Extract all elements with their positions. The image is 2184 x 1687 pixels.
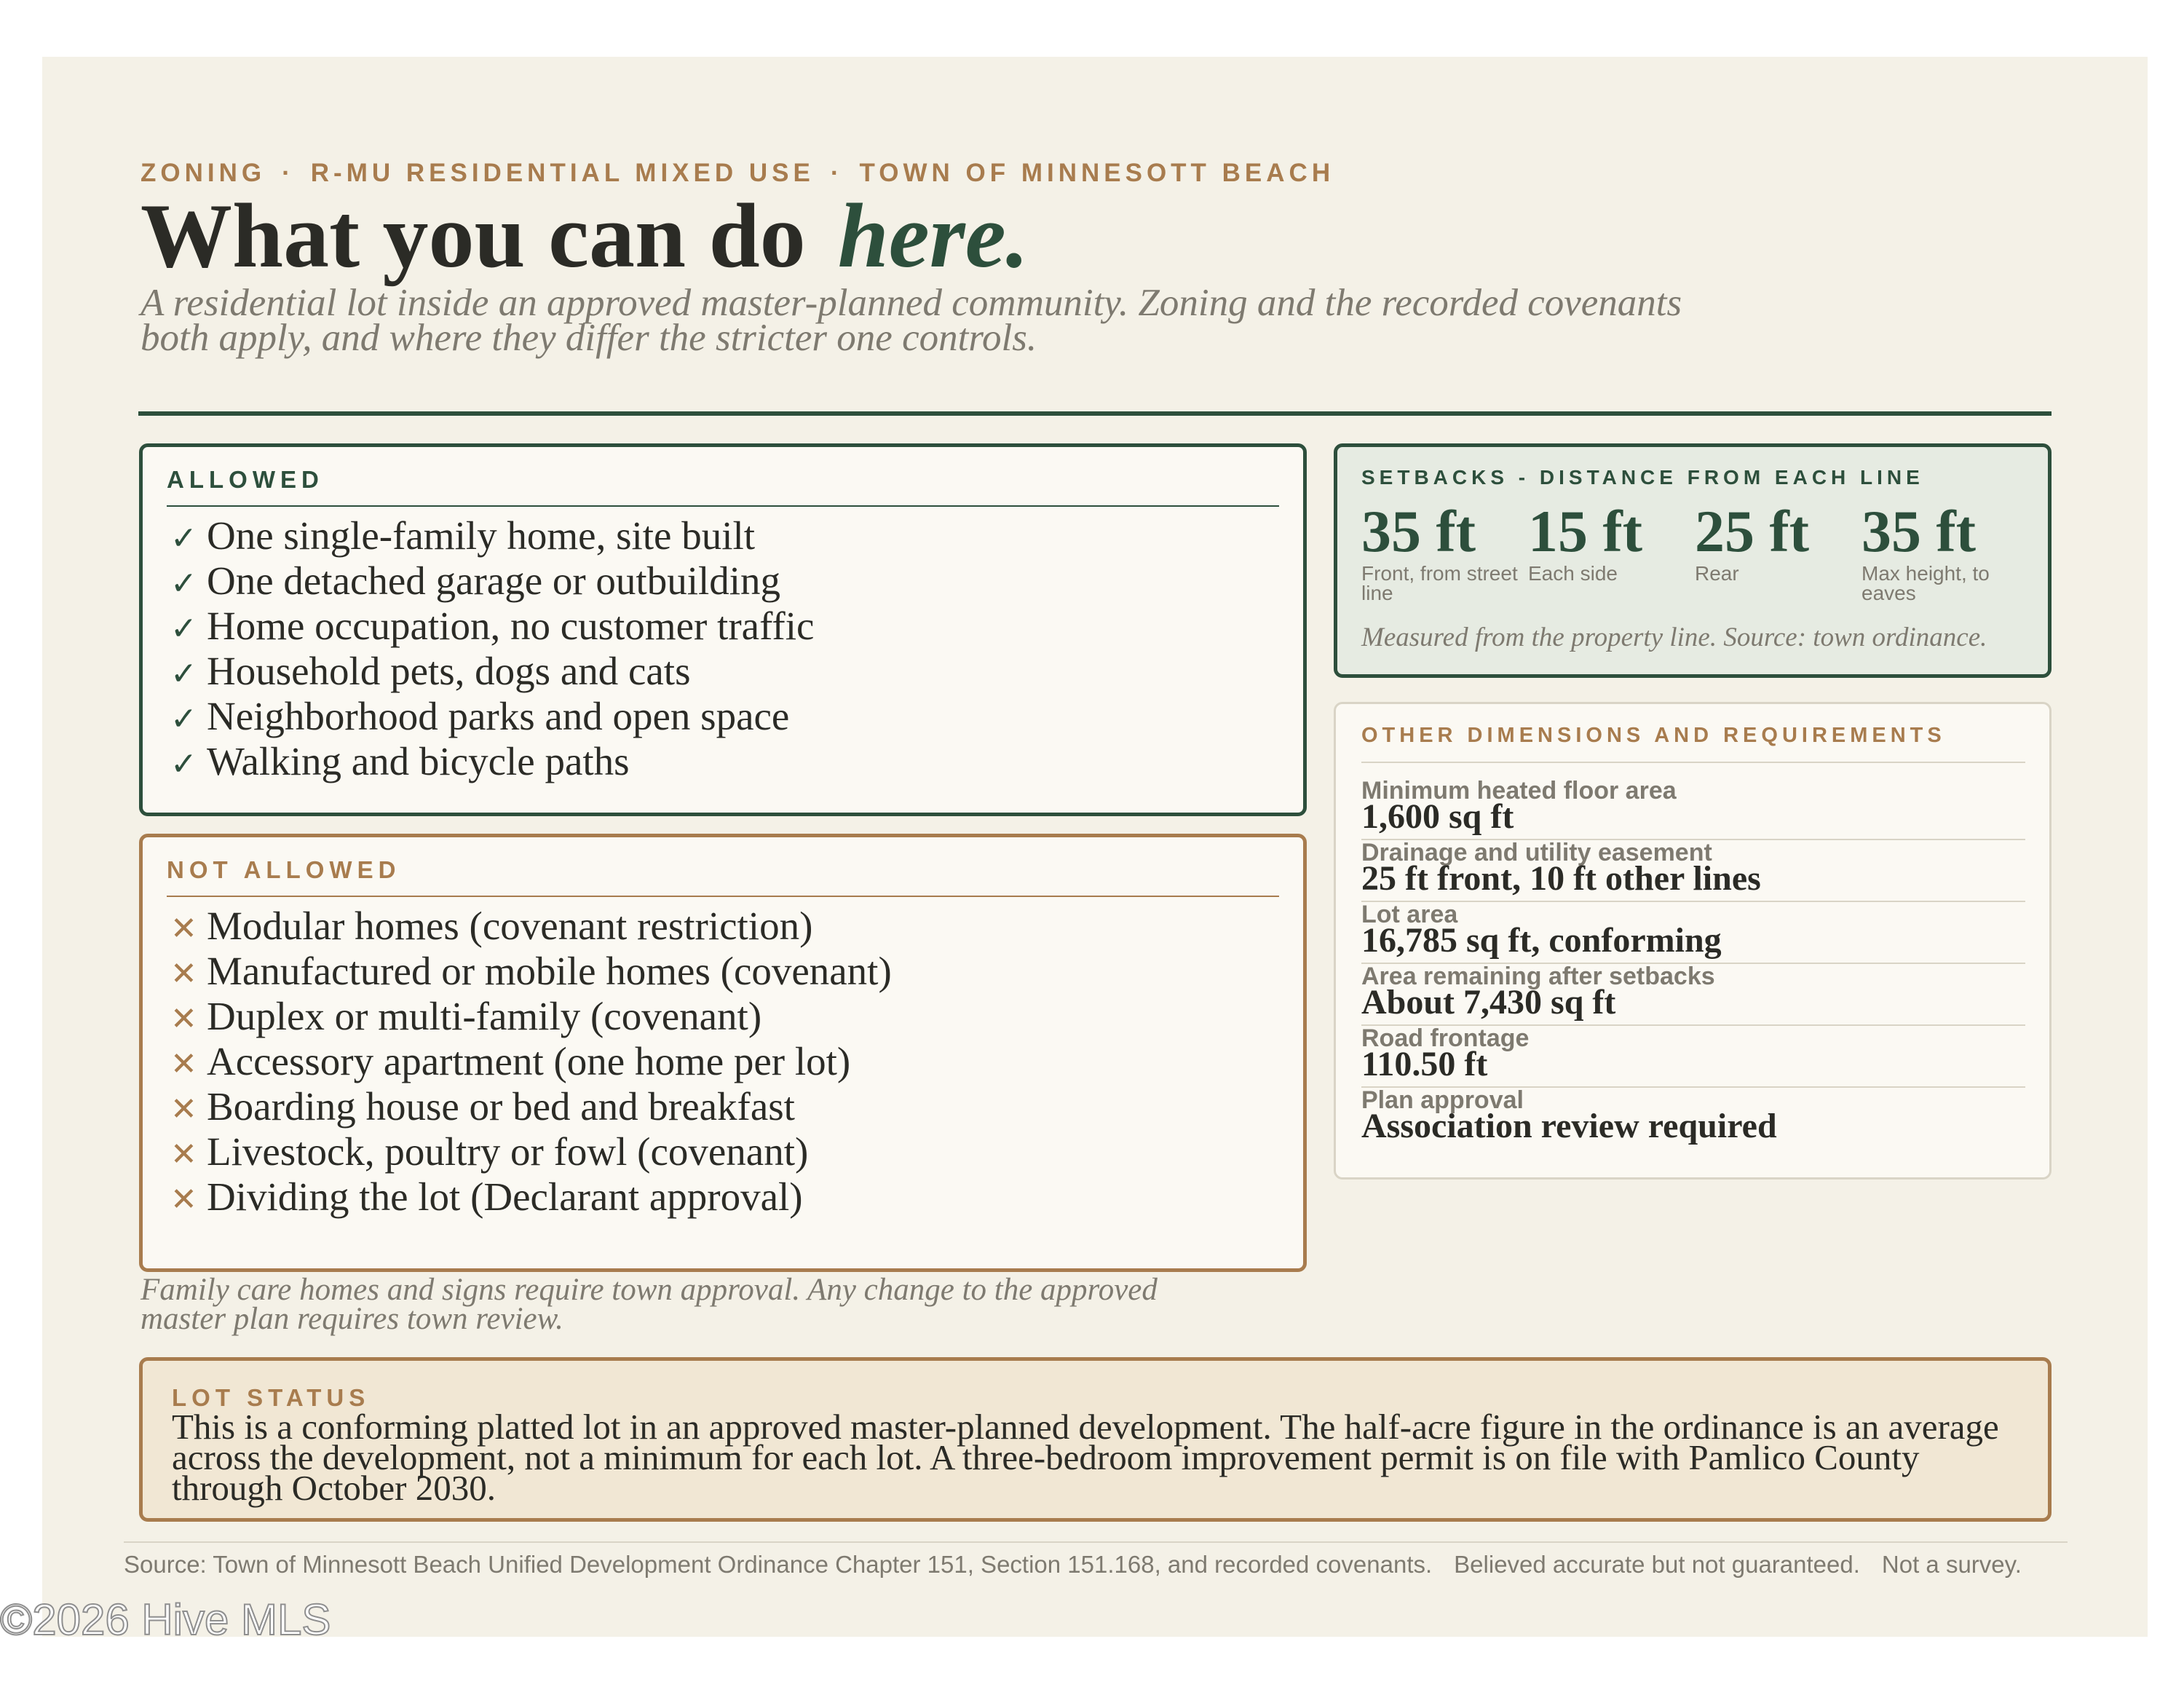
- dimension-label: Road frontage: [1361, 1024, 1530, 1052]
- page-title: [141, 186, 1029, 288]
- allowed-list: [170, 515, 814, 786]
- setback-label: Each side: [1528, 562, 1618, 585]
- lot-status-text: This is a conforming platted lot in an approved master-planned development. The half-acre figure in the ordinance is an average across the development, not a minimum for each lot. A three-bedroom improvement permit is on file with Pamlico County through October 2030.: [172, 1407, 1999, 1508]
- title-emphasis: here.: [837, 186, 1029, 287]
- setback-value: 35 ft: [1361, 498, 1476, 564]
- allowed-item: ✓ Home occupation, no customer traffic: [170, 605, 814, 650]
- allowed-rule: [167, 505, 1279, 507]
- setback-label: Front, from street line: [1361, 562, 1518, 604]
- zoning-kicker: [141, 159, 1334, 188]
- lot-status-heading: LOT STATUS: [172, 1384, 371, 1411]
- dimension-label: Minimum heated floor area: [1361, 777, 1677, 805]
- check-icon: ✓: [170, 520, 197, 557]
- dimension-label: Area remaining after setbacks: [1361, 963, 1715, 990]
- dimension-value: 25 ft front, 10 ft other lines: [1361, 859, 1761, 898]
- allowed-card: [139, 443, 1307, 816]
- allowed-item: ✓ One detached garage or outbuilding: [170, 560, 814, 605]
- dimension-value: 110.50 ft: [1361, 1045, 1488, 1083]
- source-divider: [124, 1541, 2068, 1543]
- other-dimensions-card: [1334, 702, 2052, 1180]
- dimension-row: [1361, 901, 2025, 963]
- check-icon: ✓: [170, 700, 197, 738]
- not-allowed-item: ✕ Accessory apartment (one home per lot): [170, 1040, 892, 1086]
- setback-label: Max height, to eaves: [1861, 562, 1990, 604]
- kicker-town: TOWN OF MINNESOTT BEACH: [859, 159, 1335, 187]
- cross-icon: ✕: [170, 1181, 197, 1218]
- source-survey-note: Not a survey.: [1881, 1551, 2022, 1578]
- allowed-heading: ALLOWED: [167, 466, 324, 493]
- other-dimensions-rule: [1361, 762, 2025, 763]
- not-allowed-item: ✕ Livestock, poultry or fowl (covenant): [170, 1131, 892, 1176]
- setback-rear: [1695, 499, 1855, 583]
- dimension-value: About 7,430 sq ft: [1361, 983, 1616, 1022]
- dimension-row: [1361, 1086, 2025, 1148]
- not-allowed-item: ✕ Manufactured or mobile homes (covenant): [170, 950, 892, 995]
- setbacks-heading: SETBACKS - DISTANCE FROM EACH LINE: [1361, 466, 1924, 489]
- not-allowed-list: [170, 905, 892, 1221]
- check-icon: ✓: [170, 610, 197, 647]
- setback-label: Rear: [1695, 562, 1739, 585]
- kicker-zoning: ZONING: [141, 159, 266, 187]
- dimension-value: Association review required: [1361, 1107, 1777, 1145]
- dimension-label: Lot area: [1361, 901, 1458, 928]
- setback-value: 25 ft: [1695, 498, 1810, 564]
- cross-icon: ✕: [170, 910, 197, 947]
- dimension-row: [1361, 839, 2025, 901]
- cross-icon: ✕: [170, 1046, 197, 1083]
- not-allowed-heading: NOT ALLOWED: [167, 856, 401, 883]
- not-allowed-item: ✕ Duplex or multi-family (covenant): [170, 995, 892, 1040]
- cross-icon: ✕: [170, 955, 197, 992]
- setback-front: [1361, 499, 1522, 603]
- dimension-value: 1,600 sq ft: [1361, 797, 1514, 836]
- dimension-label: Drainage and utility easement: [1361, 839, 1712, 866]
- allowed-item: ✓ Walking and bicycle paths: [170, 740, 814, 786]
- source-disclaimer: Believed accurate but not guaranteed.: [1454, 1551, 1860, 1578]
- not-allowed-card: [139, 834, 1307, 1272]
- approval-footnote: Family care homes and signs require town approval. Any change to the approved master plan requires town review.: [141, 1273, 1158, 1336]
- page-lede: A residential lot inside an approved master-planned community. Zoning and the recorded covenants both apply, and where they differ the stricter one controls.: [141, 282, 1682, 359]
- source-citation: Source: Town of Minnesott Beach Unified Development Ordinance Chapter 151, Section 151.168, and recorded covenants.: [124, 1551, 1433, 1578]
- allowed-item: ✓ Household pets, dogs and cats: [170, 650, 814, 695]
- check-icon: ✓: [170, 746, 197, 783]
- dimension-row: [1361, 777, 2025, 839]
- not-allowed-item: ✕ Dividing the lot (Declarant approval): [170, 1176, 892, 1221]
- setback-value: 35 ft: [1861, 498, 1977, 564]
- dimension-label: Plan approval: [1361, 1086, 1524, 1114]
- not-allowed-rule: [167, 896, 1279, 897]
- allowed-item: ✓ Neighborhood parks and open space: [170, 695, 814, 740]
- cross-icon: ✕: [170, 1000, 197, 1038]
- setback-side: [1528, 499, 1688, 583]
- kicker-separator: ·: [282, 159, 295, 187]
- dimension-value: 16,785 sq ft, conforming: [1361, 921, 1722, 960]
- cross-icon: ✕: [170, 1091, 197, 1128]
- check-icon: ✓: [170, 565, 197, 602]
- dimensions-list: [1361, 777, 2025, 1148]
- kicker-district: R-MU RESIDENTIAL MIXED USE: [310, 159, 815, 187]
- header-divider: [138, 411, 2052, 416]
- title-main: What you can do: [141, 186, 806, 287]
- dimension-row: [1361, 1024, 2025, 1086]
- setbacks-note: Measured from the property line. Source: town ordinance.: [1361, 623, 1987, 652]
- row-divider: [1361, 901, 2025, 902]
- lot-status-card: [139, 1357, 2052, 1522]
- source-line: [124, 1551, 2022, 1579]
- copyright-watermark: ©2026 Hive MLS: [0, 1595, 331, 1644]
- allowed-item: ✓ One single-family home, site built: [170, 515, 814, 560]
- other-dimensions-heading: OTHER DIMENSIONS AND REQUIREMENTS: [1361, 724, 1946, 747]
- cross-icon: ✕: [170, 1136, 197, 1173]
- setback-value: 15 ft: [1528, 498, 1643, 564]
- kicker-separator: ·: [830, 159, 844, 187]
- not-allowed-item: ✕ Boarding house or bed and breakfast: [170, 1086, 892, 1131]
- not-allowed-item: ✕ Modular homes (covenant restriction): [170, 905, 892, 950]
- check-icon: ✓: [170, 655, 197, 692]
- dimension-row: [1361, 963, 2025, 1024]
- setbacks-card: [1334, 443, 2052, 678]
- setback-max-height: [1861, 499, 2022, 603]
